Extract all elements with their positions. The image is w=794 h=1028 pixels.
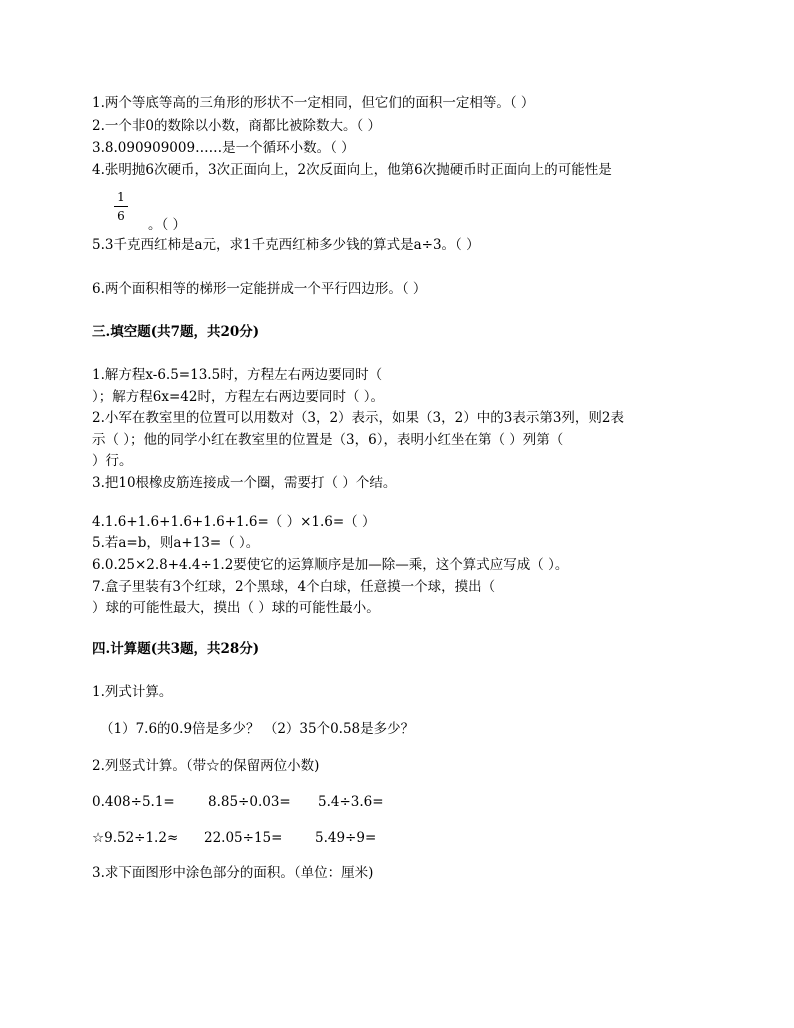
fill-item-5: 5.若a=b，则a+13=（ ）。 (92, 535, 260, 551)
judge-item-6: 6.两个面积相等的梯形一定能拼成一个平行四边形。（ ） (92, 281, 427, 297)
judge-item-4: 4.张明抛6次硬币，3次正面向上，2次反面向上，他第6次抛硬币时正面向上的可能性是 (92, 162, 612, 178)
judge-item-5: 5.3千克西红柿是a元，求1千克西红柿多少钱的算式是a÷3。（ ） (92, 237, 480, 253)
calc-q2-row2-c: 5.49÷9= (315, 830, 377, 846)
calc-q2-row2-b: 22.05÷15= (204, 830, 283, 846)
fraction-denominator: 6 (117, 209, 125, 223)
fill-item-2-line-1: 2.小军在教室里的位置可以用数对（3，2）表示，如果（3，2）中的3表示第3列，则2表 (92, 410, 625, 426)
calc-q2-row1-b: 8.85÷0.03= (208, 794, 291, 810)
fill-item-3: 3.把10根橡皮筋连接成一个圈，需要打（ ）个结。 (92, 475, 397, 491)
judge-item-4-tail: 。（ ） (148, 217, 187, 233)
calc-q1-items: （1）7.6的0.9倍是多少？ （2）35个0.58是多少？ (100, 721, 415, 737)
calc-q2-title: 2.列竖式计算。（带☆的保留两位小数) (92, 758, 320, 774)
judge-item-3: 3.8.090909009……是一个循环小数。（ ） (92, 140, 355, 156)
calc-q1-title: 1.列式计算。 (92, 684, 173, 700)
fraction-one-sixth (114, 190, 128, 223)
calc-q2-row2-a: ☆9.52÷1.2≈ (92, 830, 179, 846)
fill-item-6: 6.0.25×2.8+4.4÷1.2要使它的运算顺序是加—除—乘，这个算式应写成（ ）。 (92, 557, 569, 573)
fill-item-2-line-3: ）行。 (92, 453, 133, 469)
calc-q2-row1-a: 0.408÷5.1= (92, 794, 175, 810)
fill-item-1-line-1: 1.解方程x-6.5=13.5时，方程左右两边要同时（ (92, 367, 383, 383)
fill-item-4: 4.1.6+1.6+1.6+1.6+1.6=（ ）×1.6=（ ） (92, 514, 376, 530)
calc-q2-row1-c: 5.4÷3.6= (318, 794, 384, 810)
judge-item-1: 1.两个等底等高的三角形的形状不一定相同，但它们的面积一定相等。（ ） (92, 95, 535, 111)
fill-item-7-line-2: ）球的可能性最大，摸出（ ）球的可能性最小。 (92, 600, 380, 616)
calc-q3-title: 3.求下面图形中涂色部分的面积。（单位：厘米) (92, 865, 374, 881)
fill-item-1-line-2: ）；解方程6x=42时，方程左右两边要同时（ ）。 (92, 389, 384, 405)
section-heading-fill-blank: 三.填空题(共7题，共20分) (92, 324, 260, 340)
fill-item-2-line-2: 示（ ）；他的同学小红在教室里的位置是（3，6），表明小红坐在第（ ）列第（ (92, 432, 564, 448)
fraction-numerator: 1 (117, 190, 125, 204)
fill-item-7-line-1: 7.盒子里装有3个红球，2个黑球，4个白球，任意摸一个球，摸出（ (92, 579, 496, 595)
fraction-bar (114, 206, 128, 207)
judge-item-2: 2.一个非0的数除以小数，商都比被除数大。（ ） (92, 118, 382, 134)
section-heading-calculation: 四.计算题(共3题，共28分) (92, 641, 260, 657)
